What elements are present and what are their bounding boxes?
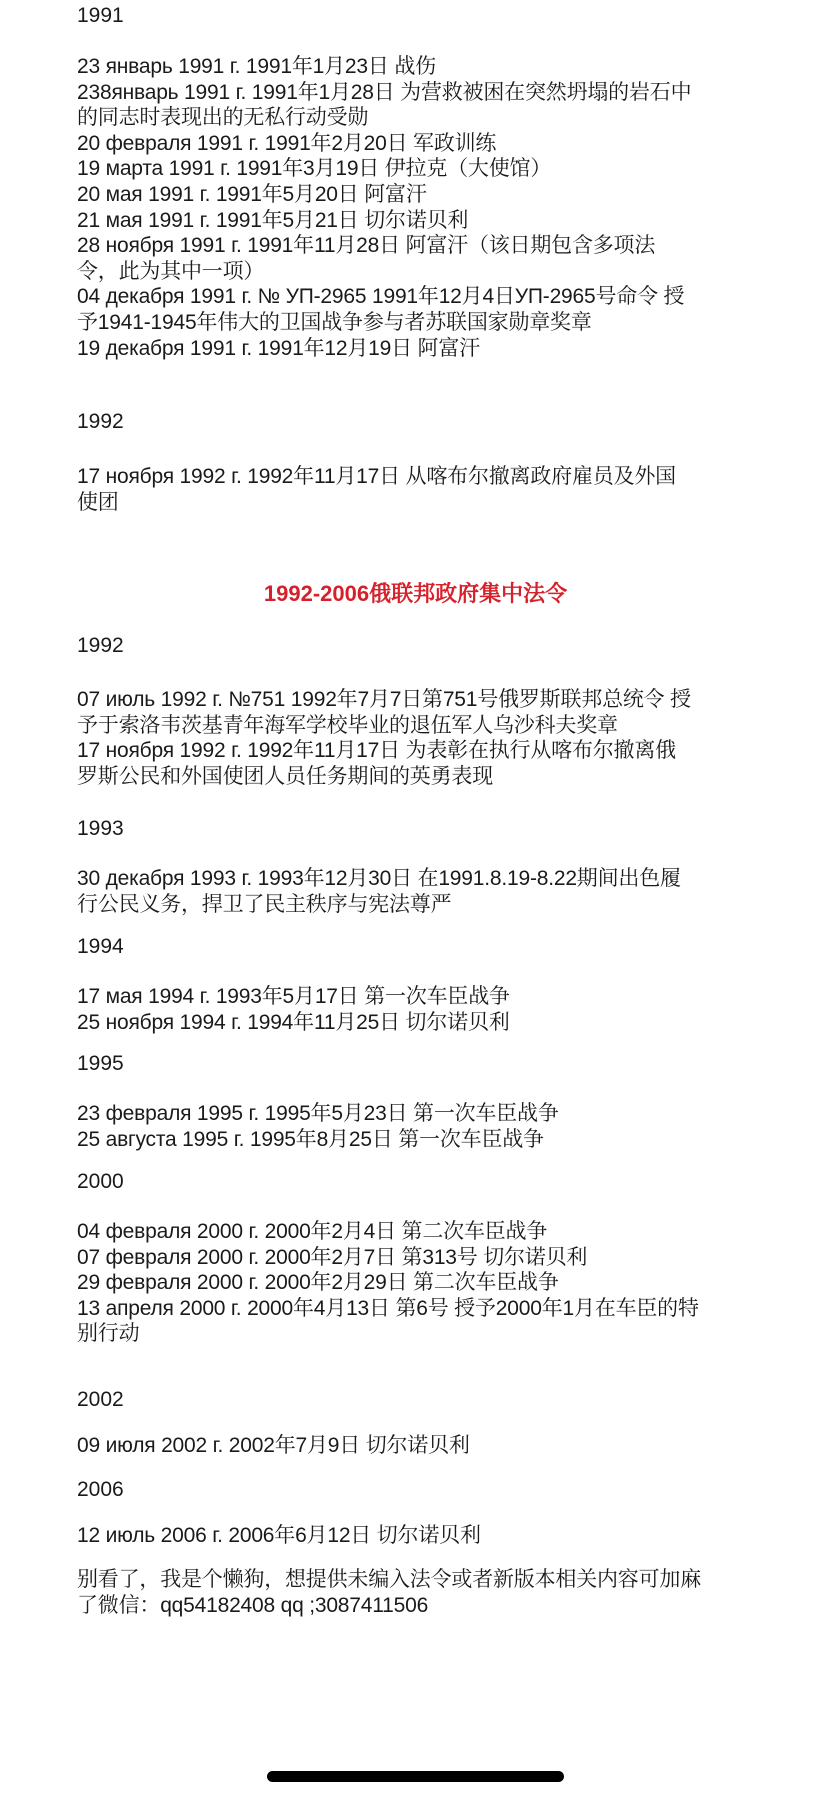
decree-entry-cont: 予1941-1945年伟大的卫国战争参与者苏联国家勋章奖章 <box>77 310 592 334</box>
decree-entry: 13 апреля 2000 г. 2000年4月13日 第6号 授予2000年1月在车臣的特 <box>77 1296 699 1320</box>
footer-contact-note <box>77 1567 807 1618</box>
decree-list-1992 <box>77 687 807 789</box>
decree-entry: 17 ноября 1992 г. 1992年11月17日 为表彰在执行从喀布尔撤离俄 <box>77 739 676 763</box>
decree-list-1991 <box>77 54 807 361</box>
decree-entry: 17 ноября 1992 г. 1992年11月17日 从喀布尔撤离政府雇员及外国 <box>77 465 676 488</box>
decree-entry: 23 февраля 1995 г. 1995年5月23日 第一次车臣战争 <box>77 1102 559 1125</box>
decree-entry-cont: 行公民义务，捍卫了民主秩序与宪法尊严 <box>77 892 452 916</box>
decree-entry: 238январь 1991 г. 1991年1月28日 为营救被困在突然坍塌的岩石中 <box>77 80 692 104</box>
footer-note-line: 了微信：qq54182408 qq ;3087411506 <box>77 1593 429 1617</box>
decree-entry: 29 февраля 2000 г. 2000年2月29日 第二次车臣战争 <box>77 1271 559 1295</box>
year-heading-1995: 1995 <box>77 1052 124 1075</box>
decree-list-1993 <box>77 866 807 917</box>
decree-entry: 30 декабря 1993 г. 1993年12月30日 在1991.8.19-8.22期间出色履 <box>77 867 681 890</box>
year-heading-2006: 2006 <box>77 1478 124 1501</box>
decree-entry: 12 июль 2006 г. 2006年6月12日 切尔诺贝利 <box>77 1524 481 1547</box>
decree-list-1992 <box>77 464 807 515</box>
year-heading-1992: 1992 <box>77 410 124 433</box>
decree-entry: 19 марта 1991 г. 1991年3月19日 伊拉克（大使馆） <box>77 157 552 181</box>
decree-entry-cont: 别行动 <box>77 1322 140 1346</box>
year-heading-2000: 2000 <box>77 1170 124 1193</box>
decree-entry: 28 ноября 1991 г. 1991年11月28日 阿富汗（该日期包含多项法 <box>77 234 656 258</box>
year-heading-2002: 2002 <box>77 1388 124 1411</box>
decree-entry: 20 мая 1991 г. 1991年5月20日 阿富汗 <box>77 182 427 206</box>
decree-entry-cont: 予于索洛韦茨基青年海军学校毕业的退伍军人乌沙科夫奖章 <box>77 713 618 737</box>
decree-entry: 25 ноября 1994 г. 1994年11月25日 切尔诺贝利 <box>77 1010 510 1034</box>
footer-note-line: 别看了，我是个懒狗，想提供未编入法令或者新版本相关内容可加麻 <box>77 1568 701 1591</box>
decree-entry: 21 мая 1991 г. 1991年5月21日 切尔诺贝利 <box>77 208 469 232</box>
decree-entry-cont: 罗斯公民和外国使团人员任务期间的英勇表现 <box>77 764 493 788</box>
decree-entry-cont: 的同志时表现出的无私行动受勋 <box>77 106 369 130</box>
year-heading-1993: 1993 <box>77 817 124 840</box>
decree-list-2006 <box>77 1523 807 1549</box>
decree-entry: 07 июль 1992 г. №751 1992年7月7日第751号俄罗斯联邦总统令 授 <box>77 688 691 711</box>
decree-list-1995 <box>77 1101 807 1152</box>
year-heading-1991: 1991 <box>77 4 124 27</box>
decree-list-1994 <box>77 984 807 1035</box>
decree-list-2000 <box>77 1219 807 1347</box>
decree-entry: 17 мая 1994 г. 1993年5月17日 第一次车臣战争 <box>77 985 510 1008</box>
decree-entry-cont: 使团 <box>77 490 119 514</box>
year-heading-1992: 1992 <box>77 634 124 657</box>
section-title: 1992-2006俄联邦政府集中法令 <box>263 581 568 606</box>
decree-entry: 04 декабря 1991 г. № УП-2965 1991年12月4日УП-2965号命令 授 <box>77 285 685 309</box>
decree-list-2002 <box>77 1433 807 1459</box>
year-heading-1994: 1994 <box>77 935 124 958</box>
decree-entry: 20 февраля 1991 г. 1991年2月20日 军政训练 <box>77 131 497 155</box>
decree-entry: 09 июля 2002 г. 2002年7月9日 切尔诺贝利 <box>77 1434 470 1457</box>
decree-entry: 04 февраля 2000 г. 2000年2月4日 第二次车臣战争 <box>77 1220 548 1243</box>
decree-entry: 19 декабря 1991 г. 1991年12月19日 阿富汗 <box>77 336 480 360</box>
decree-entry-cont: 令，此为其中一项） <box>77 259 265 283</box>
home-indicator-bar[interactable] <box>267 1771 564 1782</box>
decree-entry: 07 февраля 2000 г. 2000年2月7日 第313号 切尔诺贝利 <box>77 1245 588 1269</box>
decree-entry: 25 августа 1995 г. 1995年8月25日 第一次车臣战争 <box>77 1127 544 1151</box>
decree-entry: 23 январь 1991 г. 1991年1月23日 战伤 <box>77 55 436 78</box>
